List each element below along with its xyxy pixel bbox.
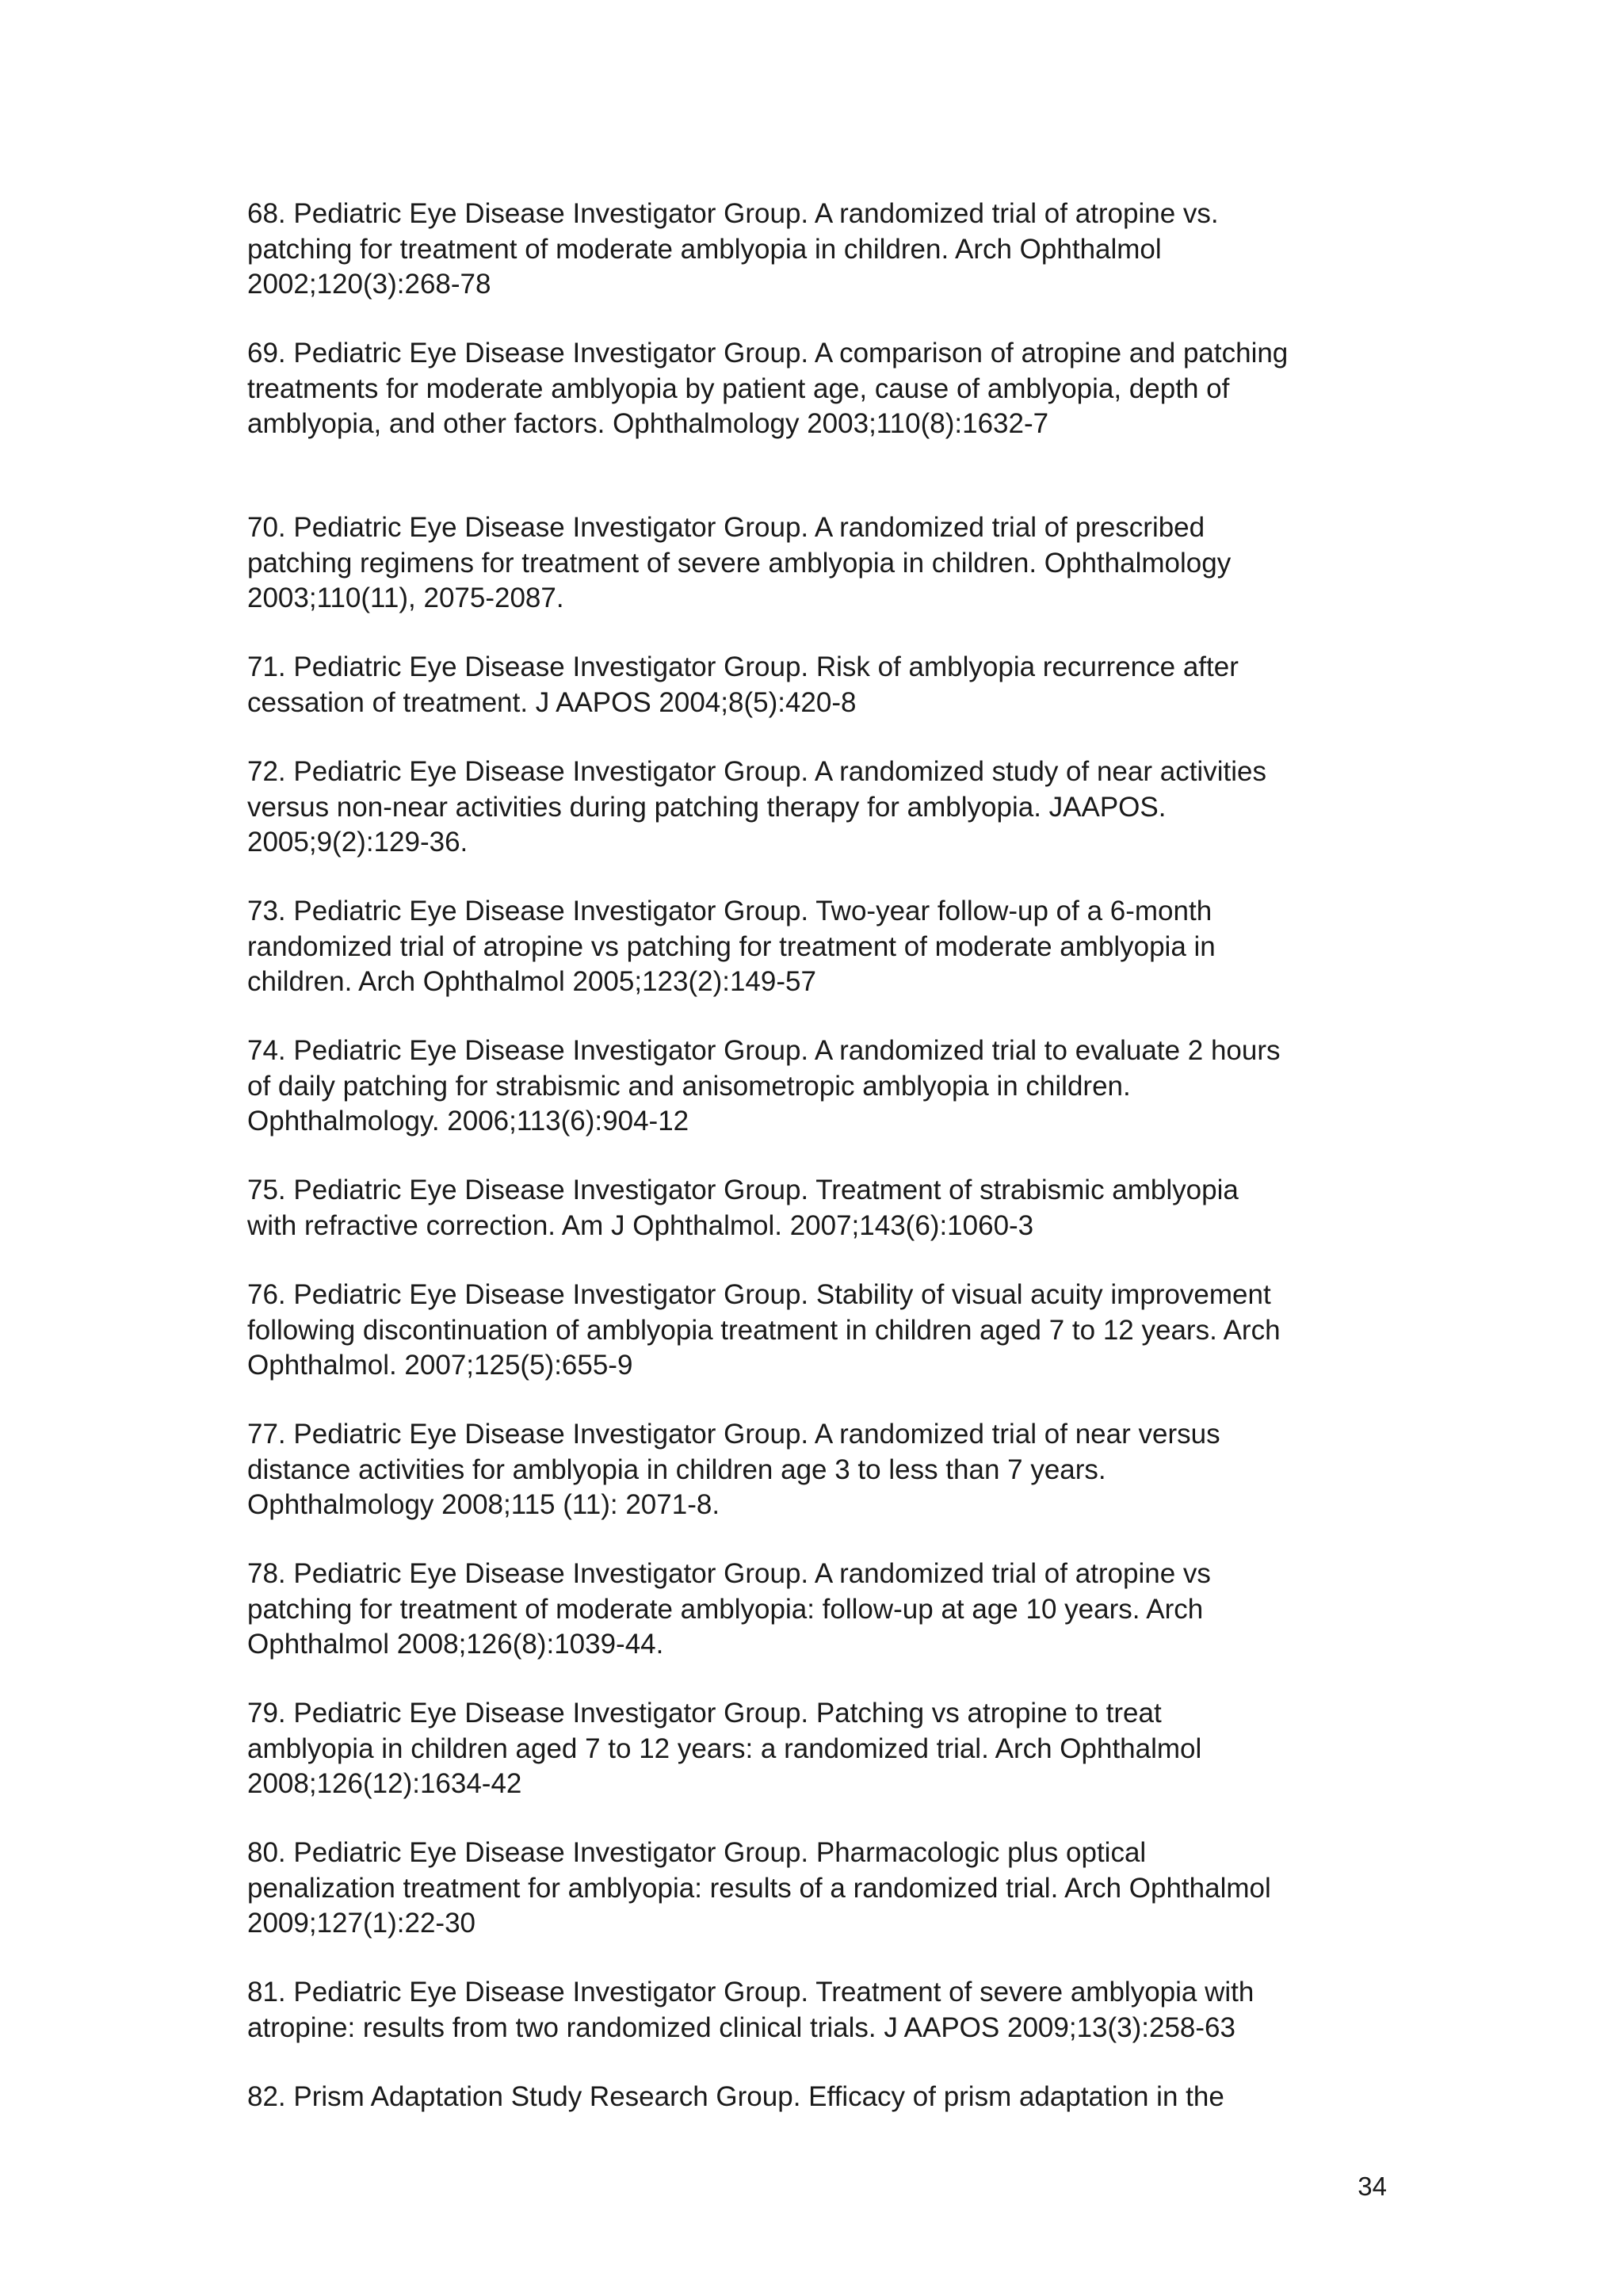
reference-71: 71. Pediatric Eye Disease Investigator Group. Risk of amblyopia recurrence after cessation of treatment. J AAPOS 2004;8(5):420-8 [247,651,1239,718]
reference-79: 79. Pediatric Eye Disease Investigator Group. Patching vs atropine to treat amblyopia in children aged 7 to 12 years: a randomized trial. Arch Ophthalmol 2008;126(12):1634-42 [247,1698,1202,1799]
reference-80: 80. Pediatric Eye Disease Investigator Group. Pharmacologic plus optical penalization treatment for amblyopia: results of a randomized trial. Arch Ophthalmol 2009;127(1):22-30 [247,1837,1271,1939]
reference-69: 69. Pediatric Eye Disease Investigator Group. A comparison of atropine and patching treatments for moderate amblyopia by patient age, cause of amblyopia, depth of amblyopia, and other factors. Ophthalmology 2003;110(8):1632-7 [247,338,1289,439]
page-number: 34 [1358,2172,1387,2201]
reference-77: 77. Pediatric Eye Disease Investigator Group. A randomized trial of near versus distance activities for amblyopia in children age 3 to less than 7 years. Ophthalmology 2008;115 (11): 2071-8. [247,1419,1220,1520]
reference-75: 75. Pediatric Eye Disease Investigator Group. Treatment of strabismic amblyopia with refractive correction. Am J Ophthalmol. 2007;143(6):1060-3 [247,1175,1239,1241]
reference-81: 81. Pediatric Eye Disease Investigator Group. Treatment of severe amblyopia with atropine: results from two randomized clinical trials. J AAPOS 2009;13(3):258-63 [247,1977,1254,2043]
reference-74: 74. Pediatric Eye Disease Investigator Group. A randomized trial to evaluate 2 hours of daily patching for strabismic and anisometropic amblyopia in children. Ophthalmology. 2006;113(6):904-12 [247,1035,1281,1137]
reference-76: 76. Pediatric Eye Disease Investigator Group. Stability of visual acuity improvement following discontinuation of amblyopia treatment in children aged 7 to 12 years. Arch Ophthalmol. 2007;125(5):655-9 [247,1279,1281,1381]
reference-73: 73. Pediatric Eye Disease Investigator Group. Two-year follow-up of a 6-month randomized trial of atropine vs patching for treatment of moderate amblyopia in children. Arch Ophthalmol 2005;123(2):149-57 [247,896,1216,997]
reference-72: 72. Pediatric Eye Disease Investigator Group. A randomized study of near activities versus non-near activities during patching therapy for amblyopia. JAAPOS. 2005;9(2):129-36. [247,756,1266,858]
reference-68: 68. Pediatric Eye Disease Investigator Group. A randomized trial of atropine vs. patching for treatment of moderate amblyopia in children. Arch Ophthalmol 2002;120(3):268-78 [247,198,1219,300]
reference-78: 78. Pediatric Eye Disease Investigator Group. A randomized trial of atropine vs patching for treatment of moderate amblyopia: follow-up at age 10 years. Arch Ophthalmol 2008;126(8):1039-44. [247,1558,1211,1660]
reference-82: 82. Prism Adaptation Study Research Group. Efficacy of prism adaptation in the [247,2081,1224,2112]
reference-70: 70. Pediatric Eye Disease Investigator Group. A randomized trial of prescribed patching regimens for treatment of severe amblyopia in children. Ophthalmology 2003;110(11), 2075-2087. [247,512,1232,613]
